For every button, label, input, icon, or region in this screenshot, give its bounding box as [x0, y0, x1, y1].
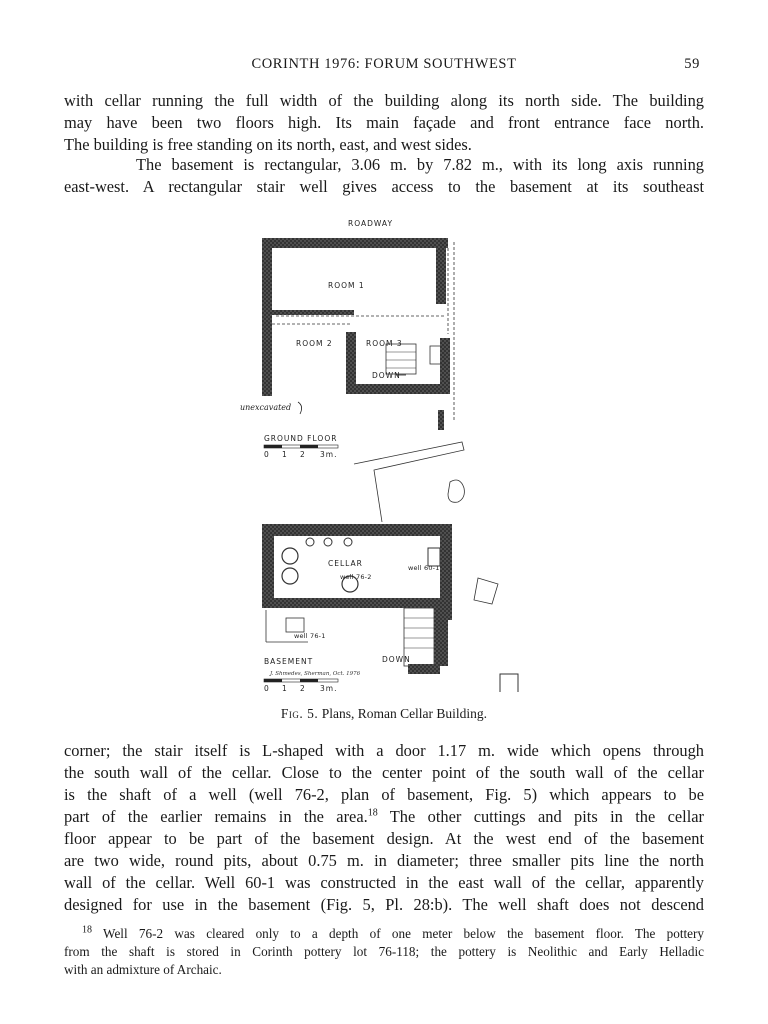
plan-drawing [236, 212, 532, 698]
east-wall-upper [436, 238, 446, 304]
basement-south-wall [262, 598, 448, 608]
text-line: is the shaft of a well (well 76-2, plan of basement, Fig. 5) which appears to be [64, 785, 704, 804]
text-line: corner; the stair itself is L-shaped with a door 1.17 m. wide which opens through [64, 741, 704, 760]
large-pit [282, 568, 298, 584]
down-label-upper: DOWN [372, 371, 401, 380]
stair-outline [386, 344, 416, 374]
text-line-content: The basement is rectangular, 3.06 m. by 7.82 m., with its long axis running [136, 155, 704, 174]
scale-tick-3: 3m. [320, 450, 338, 459]
roadway-label: ROADWAY [348, 219, 394, 228]
adjacent-corner [500, 674, 518, 692]
stair-base [408, 664, 440, 674]
unexcavated-label: unexcavated [240, 403, 292, 412]
west-wall [262, 238, 272, 396]
text-line: with cellar running the full width of the building along its north side. The building [64, 91, 704, 110]
scale-tick-0: 0 [264, 450, 270, 459]
scale-bar-segment [318, 445, 338, 448]
room2-label: ROOM 2 [296, 339, 333, 348]
text-line: The building is free standing on its north, east, and west sides. [64, 135, 472, 154]
text-line: the south wall of the cellar. Close to the center point of the south wall of the cellar [64, 763, 704, 782]
down-label-lower: DOWN [382, 655, 411, 664]
text-line: are two wide, round pits, about 0.75 m. in diameter; three smaller pits line the north [64, 851, 704, 870]
footnote-line: with an admixture of Archaic. [64, 962, 222, 977]
basement-north-wall [262, 524, 452, 536]
small-pit [324, 538, 332, 546]
footnote-line [64, 925, 704, 943]
small-pit [306, 538, 314, 546]
paragraph-2 [64, 154, 704, 198]
scale-tick-2: 2 [300, 684, 306, 693]
adjacent-outline [354, 442, 464, 522]
text-line: wall of the cellar. Well 60-1 was constructed in the east wall of the cellar, apparently [64, 873, 704, 892]
text-line-content: part of the earlier remains in the area. [64, 807, 368, 826]
basement-label: BASEMENT [264, 657, 314, 666]
scale-bar-segment [282, 445, 300, 448]
footnote-ref[interactable]: 18 [367, 807, 378, 819]
pier [438, 410, 444, 430]
figure-number: Fig. 5. [280, 706, 319, 721]
room3-south-wall [346, 384, 450, 394]
footnote-line: from the shaft is stored in Corinth pottery lot 76-118; the pottery is Neolithic and Early Helladic [64, 944, 704, 959]
page-number: 59 [684, 56, 700, 72]
text-line [64, 806, 704, 828]
scale-tick-1: 1 [282, 684, 288, 693]
well-76-1-label: well 76-1 [294, 632, 326, 640]
draftsman-signature: J. Shmedes, Sherman, Oct. 1976 [270, 671, 361, 677]
text-line: may have been two floors high. Its main façade and front entrance face north. [64, 113, 704, 132]
scale-bar-segment [318, 679, 338, 682]
scale-tick-3: 3m. [320, 684, 338, 693]
partition-wall [272, 310, 354, 315]
footnote-text: Well 76-2 was cleared only to a depth of one meter below the basement floor. The pottery [92, 926, 704, 941]
adjacent-block [474, 578, 498, 604]
caption-text: Plans, Roman Cellar Building. [321, 706, 488, 721]
figure-caption [64, 706, 704, 722]
stair-wall [434, 608, 448, 666]
well-76-2-label: well 76-2 [340, 573, 372, 581]
footnote [64, 925, 704, 979]
scale-bar-segment [282, 679, 300, 682]
leader-line [298, 402, 302, 414]
room1-label: ROOM 1 [328, 281, 365, 290]
paragraph-3 [64, 740, 704, 916]
scale-tick-1: 1 [282, 450, 288, 459]
text-line: designed for use in the basement (Fig. 5, Pl. 28:b). The well shaft does not descend [64, 895, 704, 914]
text-line [64, 154, 704, 176]
well-76-1-outline [286, 618, 304, 632]
running-head [64, 56, 704, 76]
scale-tick-0: 0 [264, 684, 270, 693]
running-title: CORINTH 1976: FORUM SOUTHWEST [251, 56, 517, 72]
well-60-1-label: well 60-1 [408, 564, 440, 572]
figure-plans [236, 212, 532, 698]
room3-west-wall [346, 332, 356, 392]
paragraph-1 [64, 90, 704, 156]
north-wall [262, 238, 448, 248]
large-pit [282, 548, 298, 564]
text-line-content: The other cuttings and pits in the cellar [377, 807, 705, 826]
irregular-pit [448, 480, 464, 502]
footnote-marker: 18 [82, 924, 92, 936]
small-pit [344, 538, 352, 546]
text-line: floor appear to be part of the basement design. At the west end of the basement [64, 829, 704, 848]
basement-west-wall [262, 524, 274, 608]
scale-tick-2: 2 [300, 450, 306, 459]
text-line: east-west. A rectangular stair well gives access to the basement at its southeast [64, 177, 704, 196]
ground-floor-label: GROUND FLOOR [264, 434, 338, 443]
cellar-label: CELLAR [328, 559, 363, 568]
room3-label: ROOM 3 [366, 339, 403, 348]
